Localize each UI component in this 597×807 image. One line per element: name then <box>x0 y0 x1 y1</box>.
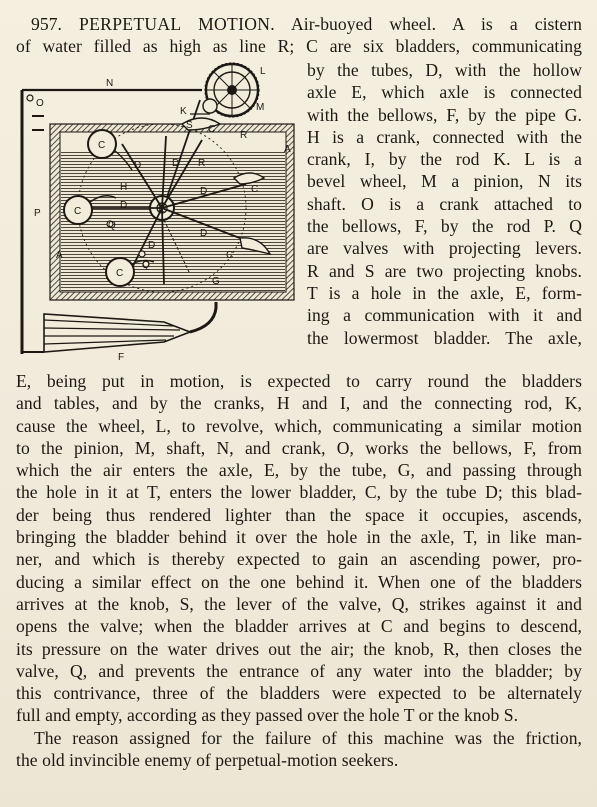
text-line: ducing a similar effect on the one behind it. When one of the bladders <box>16 571 582 592</box>
label-k: K <box>180 106 187 117</box>
label-p: P <box>34 208 41 219</box>
label-a-right: A <box>284 144 291 155</box>
label-d-3: D <box>200 186 208 197</box>
article-intro: Air-buoyed wheel. A is a cistern <box>291 14 582 34</box>
text-line: and tables, and by the cranks, H and I, and the connecting rod, K, <box>16 393 582 414</box>
label-c-3: C <box>226 250 234 261</box>
text-line: arrives at the knob, S, the lever of the valve, Q, strikes against it and <box>16 593 582 614</box>
text-line: are valves with projecting levers. <box>307 238 582 259</box>
text-line: R and S are two projecting knobs. <box>307 260 582 281</box>
label-d-2: D <box>172 158 180 169</box>
label-a-left: A <box>56 250 63 261</box>
label-l: L <box>260 66 266 77</box>
text-line: this contrivance, three of the bladders were expected to be alternately <box>16 683 582 704</box>
text-line: with the bellows, F, by the pipe G. <box>307 104 582 125</box>
crank-o <box>27 95 33 101</box>
text-line: opens the valve; when the bladder arrives at C and begins to descend, <box>16 616 582 637</box>
text-line: crank, I, by the rod K. L is a <box>307 149 582 170</box>
label-s: S <box>186 120 193 131</box>
text-line: bevel wheel, M a pinion, N its <box>307 171 582 192</box>
text-line: bringing the bladder behind it over the hole in the axle, T, in like man- <box>16 527 582 548</box>
closing-paragraph-line: the old invincible enemy of perpetual-motion seekers. <box>16 750 399 771</box>
text-line: the lowermost bladder. The axle, <box>307 327 582 348</box>
text-line: axle E, which axle is connected <box>307 82 582 103</box>
text-line: full and empty, according as they passed over the hole T or the knob S. <box>16 705 519 726</box>
text-line: E, being put in motion, is expected to carry round the bladders <box>16 371 582 391</box>
label-d-5: D <box>200 228 208 239</box>
body-text-block <box>16 370 582 771</box>
text-line: the bellows, F, by the rod P. Q <box>307 216 582 237</box>
text-line: H is a crank, connected with the <box>307 126 582 147</box>
label-c-2: C <box>74 206 82 217</box>
text-line: valve, Q, and prevents the entrance of any water into the bladder; by <box>16 660 582 681</box>
wrapped-text-column <box>307 59 582 349</box>
label-q-1: Q <box>108 220 116 231</box>
label-n: N <box>106 78 114 89</box>
label-r-top: R <box>240 130 248 141</box>
text-line: der being thus rendered lighter than the space it occupies, ascends, <box>16 504 582 525</box>
label-c-4: C <box>116 268 124 279</box>
label-e: E <box>158 204 165 215</box>
pinion-m <box>203 99 217 113</box>
label-h: H <box>120 182 128 193</box>
text-line: of water filled as high as line R; C are six bladders, communicating <box>16 36 582 57</box>
bellows-f <box>44 302 216 352</box>
text-line: to the pinion, M, shaft, N, and crank, O, works the bellows, F, from <box>16 437 582 458</box>
label-d-1: D <box>134 160 142 171</box>
text-line: which the air enters the axle, E, by the tube, G, and passing through <box>16 460 582 481</box>
text-line: T is a hole in the axle, E, form- <box>307 282 582 303</box>
label-d-6: D <box>148 240 156 251</box>
text-line: the hole in it at T, enters the lower bladder, C, by the tube D; this blad- <box>16 482 582 503</box>
perpetual-motion-figure <box>14 58 300 364</box>
label-d-4: D <box>120 200 128 211</box>
closing-paragraph-line: The reason assigned for the failure of this machine was the friction, <box>34 727 582 748</box>
text-line: cause the wheel, L, to revolve, which, communicating a similar motion <box>16 415 582 436</box>
text-line: shaft. O is a crank attached to <box>307 193 582 214</box>
text-line: ing a communication with it and <box>307 305 582 326</box>
text-line: its pressure on the water drives out the air; the knob, R, then closes the <box>16 638 582 659</box>
article-heading: PERPETUAL MOTION. <box>79 14 275 34</box>
article-title-line <box>16 13 582 35</box>
label-o: O <box>36 98 44 109</box>
article-number: 957. <box>31 14 62 34</box>
label-c-1: C <box>98 140 106 151</box>
label-g: G <box>212 276 220 287</box>
label-m: M <box>256 102 265 113</box>
air-buoyed-wheel-engraving <box>14 58 300 364</box>
article-header-block <box>16 13 582 58</box>
label-q-2: Q <box>142 260 150 271</box>
text-line: ner, and which is thereby expected to gain an ascending power, pro- <box>16 549 582 570</box>
label-f: F <box>118 352 125 363</box>
text-line: by the tubes, D, with the hollow <box>307 60 582 80</box>
label-r: R <box>198 158 206 169</box>
label-c-top: C <box>208 124 216 135</box>
label-c-right: C <box>251 184 259 195</box>
